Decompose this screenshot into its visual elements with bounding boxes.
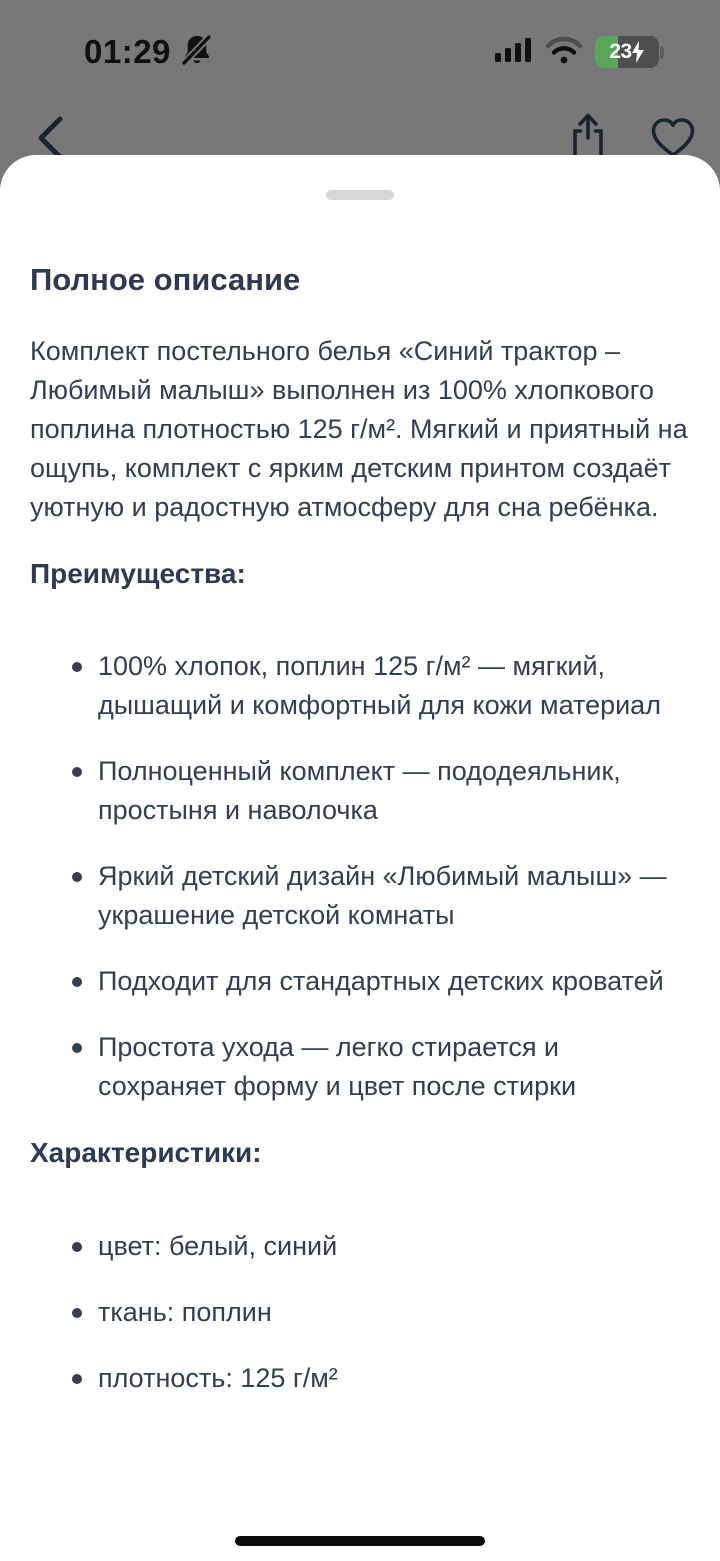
charging-bolt-icon	[631, 41, 645, 63]
bell-slash-icon	[181, 33, 213, 72]
list-item: Простота ухода — легко стирается и сохраняет форму и цвет после стирки	[72, 1028, 690, 1106]
list-item: плотность: 125 г/м²	[72, 1359, 690, 1398]
sheet-scroll-area[interactable]	[0, 200, 720, 1480]
description-bottom-sheet	[0, 155, 720, 1561]
cellular-signal-icon	[495, 36, 533, 69]
battery-percent: 23	[609, 40, 632, 63]
list-item: ткань: поплин	[72, 1293, 690, 1332]
list-item: 100% хлопок, поплин 125 г/м² — мягкий, дышащий и комфортный для кожи материал	[72, 647, 690, 725]
sheet-drag-handle[interactable]	[326, 190, 394, 200]
advantages-list	[72, 647, 690, 1106]
characteristics-list	[72, 1227, 690, 1398]
list-item: цвет: белый, синий	[72, 1227, 690, 1266]
battery-icon	[595, 36, 664, 68]
heart-icon	[650, 117, 696, 159]
status-bar	[0, 0, 720, 90]
favorite-button[interactable]	[650, 117, 696, 159]
status-left	[84, 33, 213, 72]
list-item: Яркий детский дизайн «Любимый малыш» — украшение детской комнаты	[72, 857, 690, 935]
clock: 01:29	[84, 33, 171, 70]
home-indicator[interactable]	[235, 1536, 485, 1546]
characteristics-title: Характеристики:	[30, 1137, 262, 1168]
list-item: Подходит для стандартных детских кроватей	[72, 962, 690, 1001]
wifi-icon	[545, 36, 583, 69]
product-description: Комплект постельного белья «Синий трактор – Любимый малыш» выполнен из 100% хлопкового поплина плотностью 125 г/м². Мягкий и приятный на ощупь, комплект с ярким детским принтом создаёт уютную и радостную атмосферу для сна ребёнка.	[30, 336, 688, 522]
advantages-title: Преимущества:	[30, 558, 246, 589]
sheet-title: Полное описание	[30, 262, 301, 297]
list-item: Полноценный комплект — пододеяльник, простыня и наволочка	[72, 752, 690, 830]
status-right	[495, 36, 664, 69]
